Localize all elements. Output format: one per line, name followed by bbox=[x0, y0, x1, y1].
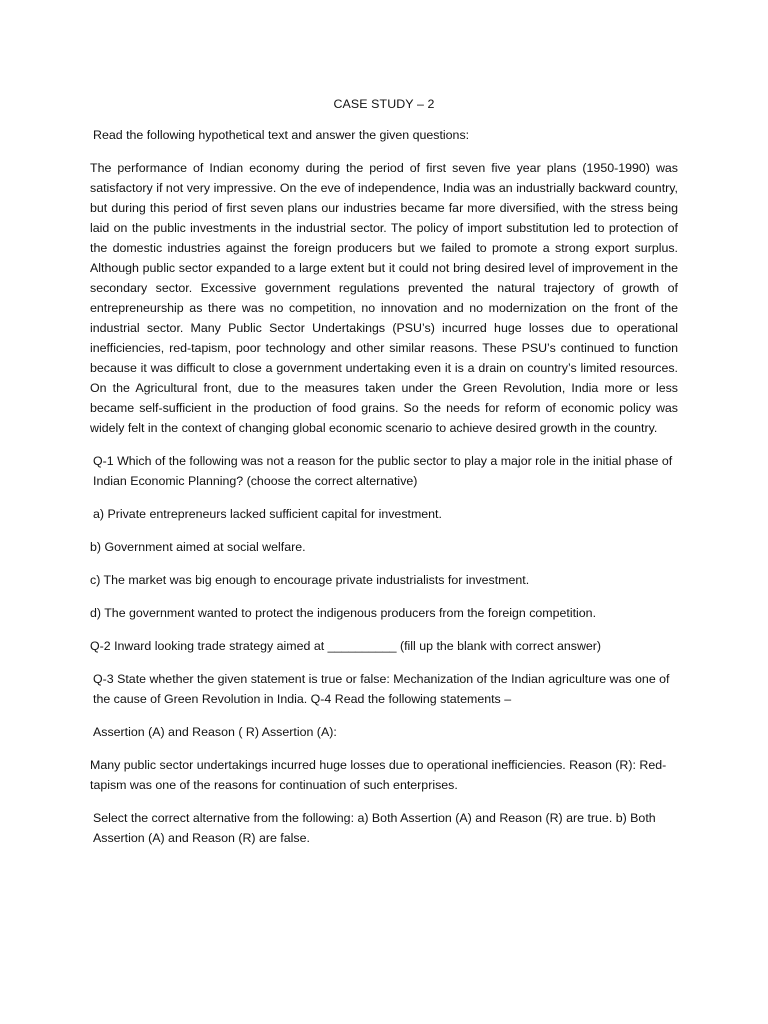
question-1: Q-1 Which of the following was not a reason for the public sector to play a major role in the initial phase of Indian Economic Planning? (choose the correct alternative) bbox=[93, 454, 673, 488]
passage-text: The performance of Indian economy during the period of first seven five year plans (1950-1990) was satisfactory if not very impressive. On the eve of independence, India was an industrially backward country, but during this period of first seven plans our industries became far more diversified, with the stress being laid on the public investments in the industrial sector. The policy of import substitution led to protection of the domestic industries against the foreign producers but we failed to promote a strong export surplus. Although public sector expanded to a large extent but it could not bring desired level of improvement in the secondary sector. Excessive government regulations prevented the natural trajectory of growth of entrepreneurship as there was no competition, no innovation and no modernization on the front of the industrial sector. Many Public Sector Undertakings (PSU’s) incurred huge losses due to operational inefficiencies, red-tapism, poor technology and other similar reasons. These PSU’s continued to function because it was difficult to close a government undertaking even it is a drain on country’s limited resources. On the Agricultural front, due to the measures taken under the Green Revolution, India more or less became self-sufficient in the production of food grains. So the needs for reform of economic policy was widely felt in the context of changing global economic scenario to achieve desired growth in the country. bbox=[90, 161, 678, 435]
instruction-text: Read the following hypothetical text and answer the given questions: bbox=[93, 128, 470, 142]
question-2: Q-2 Inward looking trade strategy aimed at __________ (fill up the blank with correct answer) bbox=[90, 639, 602, 653]
case-study-title: CASE STUDY – 2 bbox=[333, 97, 435, 111]
question-4-select: Select the correct alternative from the following: a) Both Assertion (A) and Reason (R) are true. b) Both Assertion (A) and Reason (R) are false. bbox=[93, 811, 656, 845]
question-3: Q-3 State whether the given statement is true or false: Mechanization of the Indian agriculture was one of the cause of Green Revolution in India. Q-4 Read the following statements – bbox=[93, 672, 670, 706]
question-4-heading: Assertion (A) and Reason ( R) Assertion (A): bbox=[93, 725, 337, 739]
question-1-option-b: b) Government aimed at social welfare. bbox=[90, 540, 306, 554]
question-1-option-c: c) The market was big enough to encourage private industrialists for investment. bbox=[90, 573, 530, 587]
question-1-option-d: d) The government wanted to protect the indigenous producers from the foreign competition. bbox=[90, 606, 597, 620]
document-content bbox=[90, 94, 678, 861]
question-1-option-a: a) Private entrepreneurs lacked sufficient capital for investment. bbox=[93, 507, 442, 521]
question-4-statement: Many public sector undertakings incurred huge losses due to operational inefficiencies. Reason (R): Red-tapism was one of the reasons for continuation of such enterprises. bbox=[90, 758, 667, 792]
